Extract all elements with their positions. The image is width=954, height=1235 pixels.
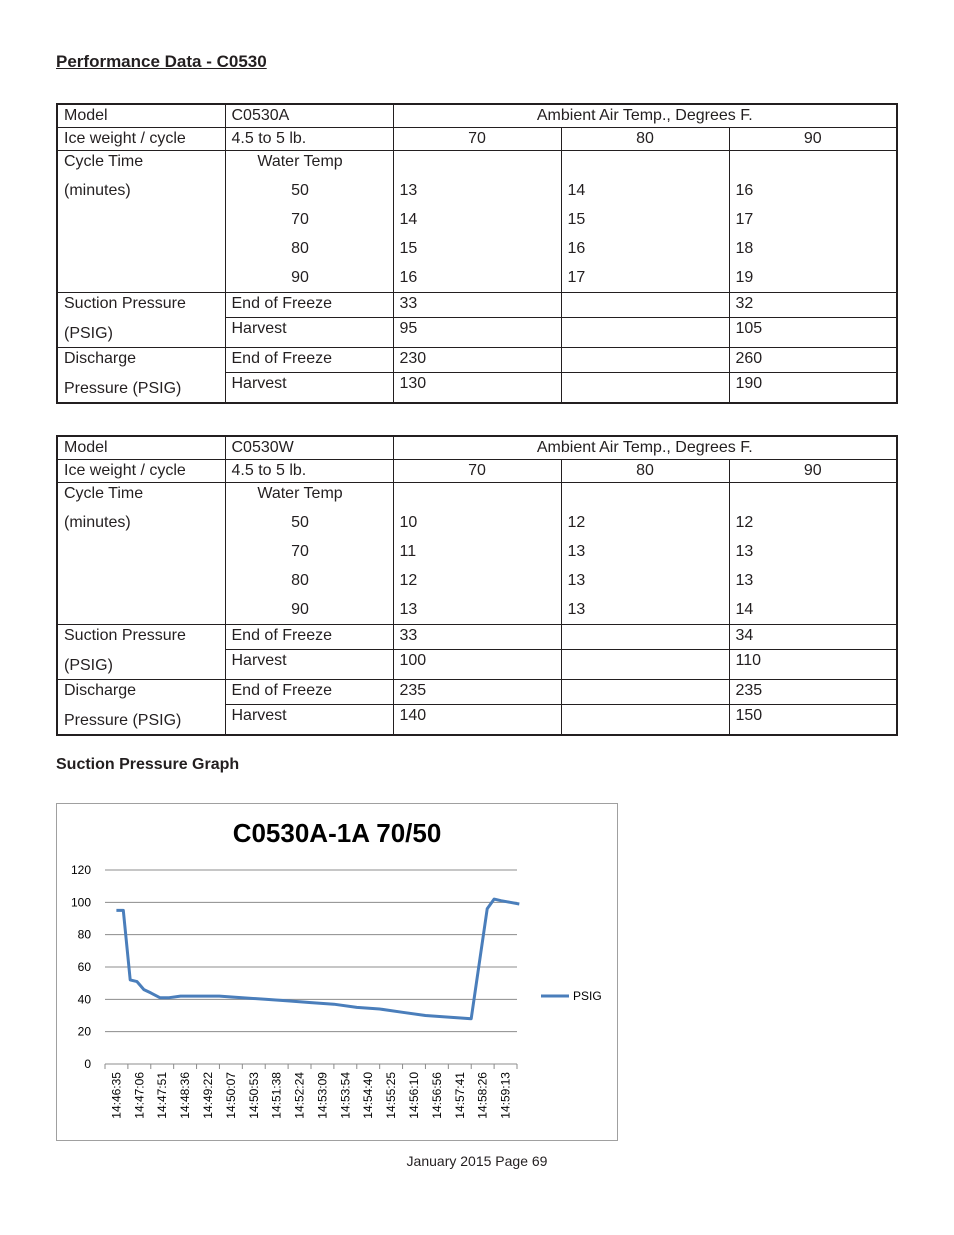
x-tick-label: 14:58:26 [475, 1072, 490, 1119]
water-temp-value: 70 [291, 543, 309, 560]
suction-pressure-chart [57, 804, 617, 1140]
cycle-value: 17 [567, 269, 586, 286]
cycle-time-label-line2: (minutes) [64, 514, 131, 531]
cycle-value: 16 [567, 240, 586, 257]
cycle-value: 13 [735, 572, 754, 589]
x-tick-label: 14:53:54 [338, 1072, 353, 1119]
series-line-psig [116, 899, 519, 1019]
suction-label-line2: (PSIG) [64, 657, 113, 674]
suction-eof-80 [561, 293, 729, 318]
suction-pressure-label [57, 625, 225, 680]
suction-pressure-label [57, 293, 225, 348]
x-tick-label: 14:47:51 [155, 1072, 170, 1119]
chart-title: C0530A-1A 70/50 [232, 818, 442, 848]
cycle-value: 14 [399, 211, 418, 228]
suction-harvest-70: 95 [393, 317, 561, 347]
discharge-eof-70: 230 [393, 348, 561, 373]
cycle-time-label-line1: Cycle Time [64, 153, 144, 170]
x-tick-label: 14:47:06 [132, 1072, 147, 1119]
water-temp-value: 90 [291, 601, 309, 618]
y-tick-label: 120 [70, 863, 91, 877]
cycle-value: 16 [735, 182, 754, 199]
ambient-header: Ambient Air Temp., Degrees F. [393, 436, 897, 460]
cycle-value: 18 [735, 240, 754, 257]
water-temp-label: Water Temp [257, 485, 343, 502]
cycle-value: 12 [399, 572, 418, 589]
cycle-time-90 [729, 483, 897, 625]
water-temp-value: 90 [291, 269, 309, 286]
x-tick-label: 14:46:35 [109, 1072, 124, 1119]
page-heading: Performance Data - C0530 [56, 52, 267, 71]
suction-eof-70: 33 [393, 293, 561, 318]
cycle-value: 11 [399, 543, 417, 560]
y-tick-label: 40 [77, 992, 91, 1007]
y-tick-label: 60 [77, 960, 91, 974]
cycle-time-70 [393, 151, 561, 293]
suction-harvest-70: 100 [393, 649, 561, 679]
cycle-value: 12 [735, 514, 754, 531]
cycle-time-80 [561, 483, 729, 625]
cycle-time-label [57, 483, 225, 625]
cycle-value: 13 [567, 572, 586, 589]
cycle-value: 19 [735, 269, 754, 286]
harvest-label: Harvest [225, 372, 393, 403]
discharge-label-line2: Pressure (PSIG) [64, 712, 182, 729]
performance-table-c0530w [56, 435, 898, 736]
suction-label-line1: Suction Pressure [64, 627, 186, 644]
suction-label-line2: (PSIG) [64, 325, 113, 342]
harvest-label: Harvest [225, 649, 393, 679]
suction-harvest-80 [561, 649, 729, 679]
x-tick-label: 14:55:25 [384, 1072, 399, 1119]
cycle-time-90 [729, 151, 897, 293]
suction-eof-90: 34 [729, 625, 897, 650]
discharge-eof-80 [561, 680, 729, 705]
discharge-eof-80 [561, 348, 729, 373]
suction-eof-80 [561, 625, 729, 650]
discharge-harvest-70: 140 [393, 704, 561, 735]
discharge-harvest-80 [561, 704, 729, 735]
cycle-value: 14 [567, 182, 586, 199]
y-tick-label: 80 [77, 927, 91, 942]
ambient-temp-80: 80 [561, 128, 729, 151]
cycle-value: 13 [399, 601, 418, 618]
ambient-temp-80: 80 [561, 460, 729, 483]
y-tick-label: 20 [77, 1024, 91, 1039]
end-of-freeze-label: End of Freeze [225, 680, 393, 705]
x-tick-label: 14:59:13 [498, 1072, 513, 1119]
x-tick-label: 14:50:07 [223, 1072, 238, 1119]
suction-harvest-90: 110 [729, 649, 897, 679]
water-temp-value: 80 [291, 572, 309, 589]
water-temp-label: Water Temp [257, 153, 343, 170]
suction-eof-70: 33 [393, 625, 561, 650]
discharge-harvest-80 [561, 372, 729, 403]
water-temp-value: 70 [291, 211, 309, 228]
cycle-time-80 [561, 151, 729, 293]
x-tick-label: 14:52:24 [292, 1072, 307, 1119]
end-of-freeze-label: End of Freeze [225, 625, 393, 650]
discharge-pressure-label [57, 348, 225, 404]
cycle-value: 12 [567, 514, 586, 531]
ice-weight-label: Ice weight / cycle [57, 128, 225, 151]
x-tick-label: 14:56:56 [429, 1072, 444, 1119]
ambient-temp-70: 70 [393, 460, 561, 483]
cycle-value: 13 [399, 182, 418, 199]
performance-table-c0530a [56, 103, 898, 404]
water-temp-value: 80 [291, 240, 309, 257]
ice-weight-value: 4.5 to 5 lb. [225, 128, 393, 151]
cycle-value: 16 [399, 269, 418, 286]
cycle-value: 10 [399, 514, 418, 531]
chart-frame [56, 803, 618, 1141]
ambient-temp-90: 90 [729, 128, 897, 151]
discharge-harvest-70: 130 [393, 372, 561, 403]
cycle-value: 13 [735, 543, 754, 560]
ambient-header: Ambient Air Temp., Degrees F. [393, 104, 897, 128]
discharge-harvest-90: 190 [729, 372, 897, 403]
x-tick-label: 14:50:53 [246, 1072, 261, 1119]
suction-harvest-80 [561, 317, 729, 347]
x-tick-label: 14:48:36 [178, 1072, 193, 1119]
cycle-value: 13 [567, 543, 586, 560]
cycle-time-label-line1: Cycle Time [64, 485, 144, 502]
cycle-value: 13 [567, 601, 586, 618]
ambient-temp-70: 70 [393, 128, 561, 151]
suction-harvest-90: 105 [729, 317, 897, 347]
discharge-label-line2: Pressure (PSIG) [64, 380, 182, 397]
cycle-value: 15 [567, 211, 586, 228]
water-temp-column [225, 151, 393, 293]
cycle-time-label [57, 151, 225, 293]
x-tick-label: 14:51:38 [269, 1072, 284, 1119]
y-tick-label: 100 [70, 895, 91, 910]
cycle-value: 17 [735, 211, 754, 228]
model-value: C0530A [225, 104, 393, 128]
discharge-label-line1: Discharge [64, 350, 137, 367]
discharge-pressure-label [57, 680, 225, 736]
model-label: Model [57, 436, 225, 460]
discharge-harvest-90: 150 [729, 704, 897, 735]
ice-weight-label: Ice weight / cycle [57, 460, 225, 483]
x-tick-label: 14:57:41 [452, 1072, 467, 1119]
harvest-label: Harvest [225, 704, 393, 735]
legend-label: PSIG [573, 989, 602, 1003]
cycle-time-70 [393, 483, 561, 625]
end-of-freeze-label: End of Freeze [225, 348, 393, 373]
x-tick-label: 14:49:22 [201, 1072, 215, 1119]
y-tick-label: 0 [84, 1057, 91, 1071]
discharge-label-line1: Discharge [64, 682, 137, 699]
discharge-eof-90: 235 [729, 680, 897, 705]
model-label: Model [57, 104, 225, 128]
model-value: C0530W [225, 436, 393, 460]
end-of-freeze-label: End of Freeze [225, 293, 393, 318]
water-temp-value: 50 [291, 182, 309, 199]
suction-label-line1: Suction Pressure [64, 295, 186, 312]
water-temp-value: 50 [291, 514, 309, 531]
page-footer: January 2015 Page 69 [406, 1153, 548, 1169]
cycle-time-label-line2: (minutes) [64, 182, 131, 199]
cycle-value: 15 [399, 240, 418, 257]
x-tick-label: 14:53:09 [315, 1072, 330, 1119]
discharge-eof-70: 235 [393, 680, 561, 705]
water-temp-column [225, 483, 393, 625]
harvest-label: Harvest [225, 317, 393, 347]
ice-weight-value: 4.5 to 5 lb. [225, 460, 393, 483]
cycle-value: 14 [735, 601, 754, 618]
graph-heading: Suction Pressure Graph [56, 756, 240, 773]
suction-eof-90: 32 [729, 293, 897, 318]
x-tick-label: 14:56:10 [407, 1072, 421, 1119]
discharge-eof-90: 260 [729, 348, 897, 373]
x-tick-label: 14:54:40 [361, 1072, 376, 1119]
ambient-temp-90: 90 [729, 460, 897, 483]
